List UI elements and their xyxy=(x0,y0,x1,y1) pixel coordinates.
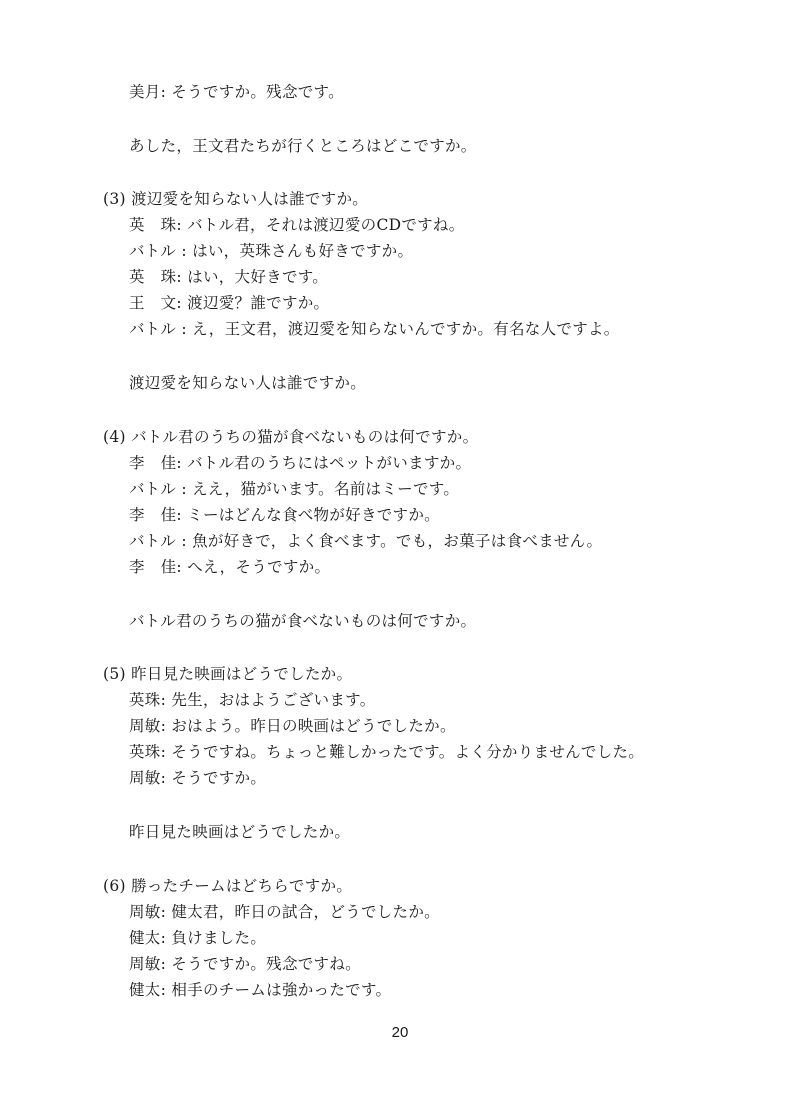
question-line: バトル君のうちの猫が食べないものは何ですか。 xyxy=(129,612,477,630)
dialogue-line: 英 珠: はい，大好きです。 xyxy=(129,268,329,286)
dialogue-line: 英 珠: バトル君，それは渡辺愛のCDですね。 xyxy=(129,216,465,234)
section-heading: (5) 昨日見た映画はどうでしたか。 xyxy=(103,665,353,683)
dialogue-line: 李 佳: へえ，そうですか。 xyxy=(129,558,331,576)
dialogue-line: 美月: そうですか。残念です。 xyxy=(129,83,344,101)
dialogue-line: 英珠: 先生，おはようございます。 xyxy=(129,691,376,709)
page-number: 20 xyxy=(391,1024,409,1041)
dialogue-line: 周敏: 健太君，昨日の試合，どうでしたか。 xyxy=(129,903,440,921)
dialogue-line: 周敏: そうですか。 xyxy=(129,769,267,787)
section-heading: (6) 勝ったチームはどちらですか。 xyxy=(103,877,353,895)
dialogue-line: バトル : え，王文君，渡辺愛を知らないんですか。有名な人ですよ。 xyxy=(129,320,620,338)
dialogue-line: 周敏: そうですか。残念ですね。 xyxy=(129,955,361,973)
section-heading: (3) 渡辺愛を知らない人は誰ですか。 xyxy=(103,190,369,208)
dialogue-line: 英珠: そうですね。ちょっと難しかったです。よく分かりませんでした。 xyxy=(129,743,645,761)
dialogue-line: バトル : ええ，猫がいます。名前はミーです。 xyxy=(129,480,460,498)
dialogue-line: バトル : はい，英珠さんも好きですか。 xyxy=(129,242,414,260)
dialogue-line: 周敏: おはよう。昨日の映画はどうでしたか。 xyxy=(129,717,456,735)
question-line: 昨日見た映画はどうでしたか。 xyxy=(129,823,351,841)
dialogue-line: バトル : 魚が好きで，よく食べます。でも，お菓子は食べません。 xyxy=(129,532,603,550)
question-line: 渡辺愛を知らない人は誰ですか。 xyxy=(129,374,367,392)
dialogue-line: 健太: 負けました。 xyxy=(129,929,267,947)
dialogue-line: 健太: 相手のチームは強かったです。 xyxy=(129,981,392,999)
dialogue-line: 李 佳: バトル君のうちにはペットがいますか。 xyxy=(129,454,472,472)
dialogue-line: 李 佳: ミーはどんな食べ物が好きですか。 xyxy=(129,506,440,524)
question-line: あした，王文君たちが行くところはどこですか。 xyxy=(129,137,477,155)
section-heading: (4) バトル君のうちの猫が食べないものは何ですか。 xyxy=(103,428,479,446)
dialogue-line: 王 文: 渡辺愛？誰ですか。 xyxy=(129,294,330,312)
